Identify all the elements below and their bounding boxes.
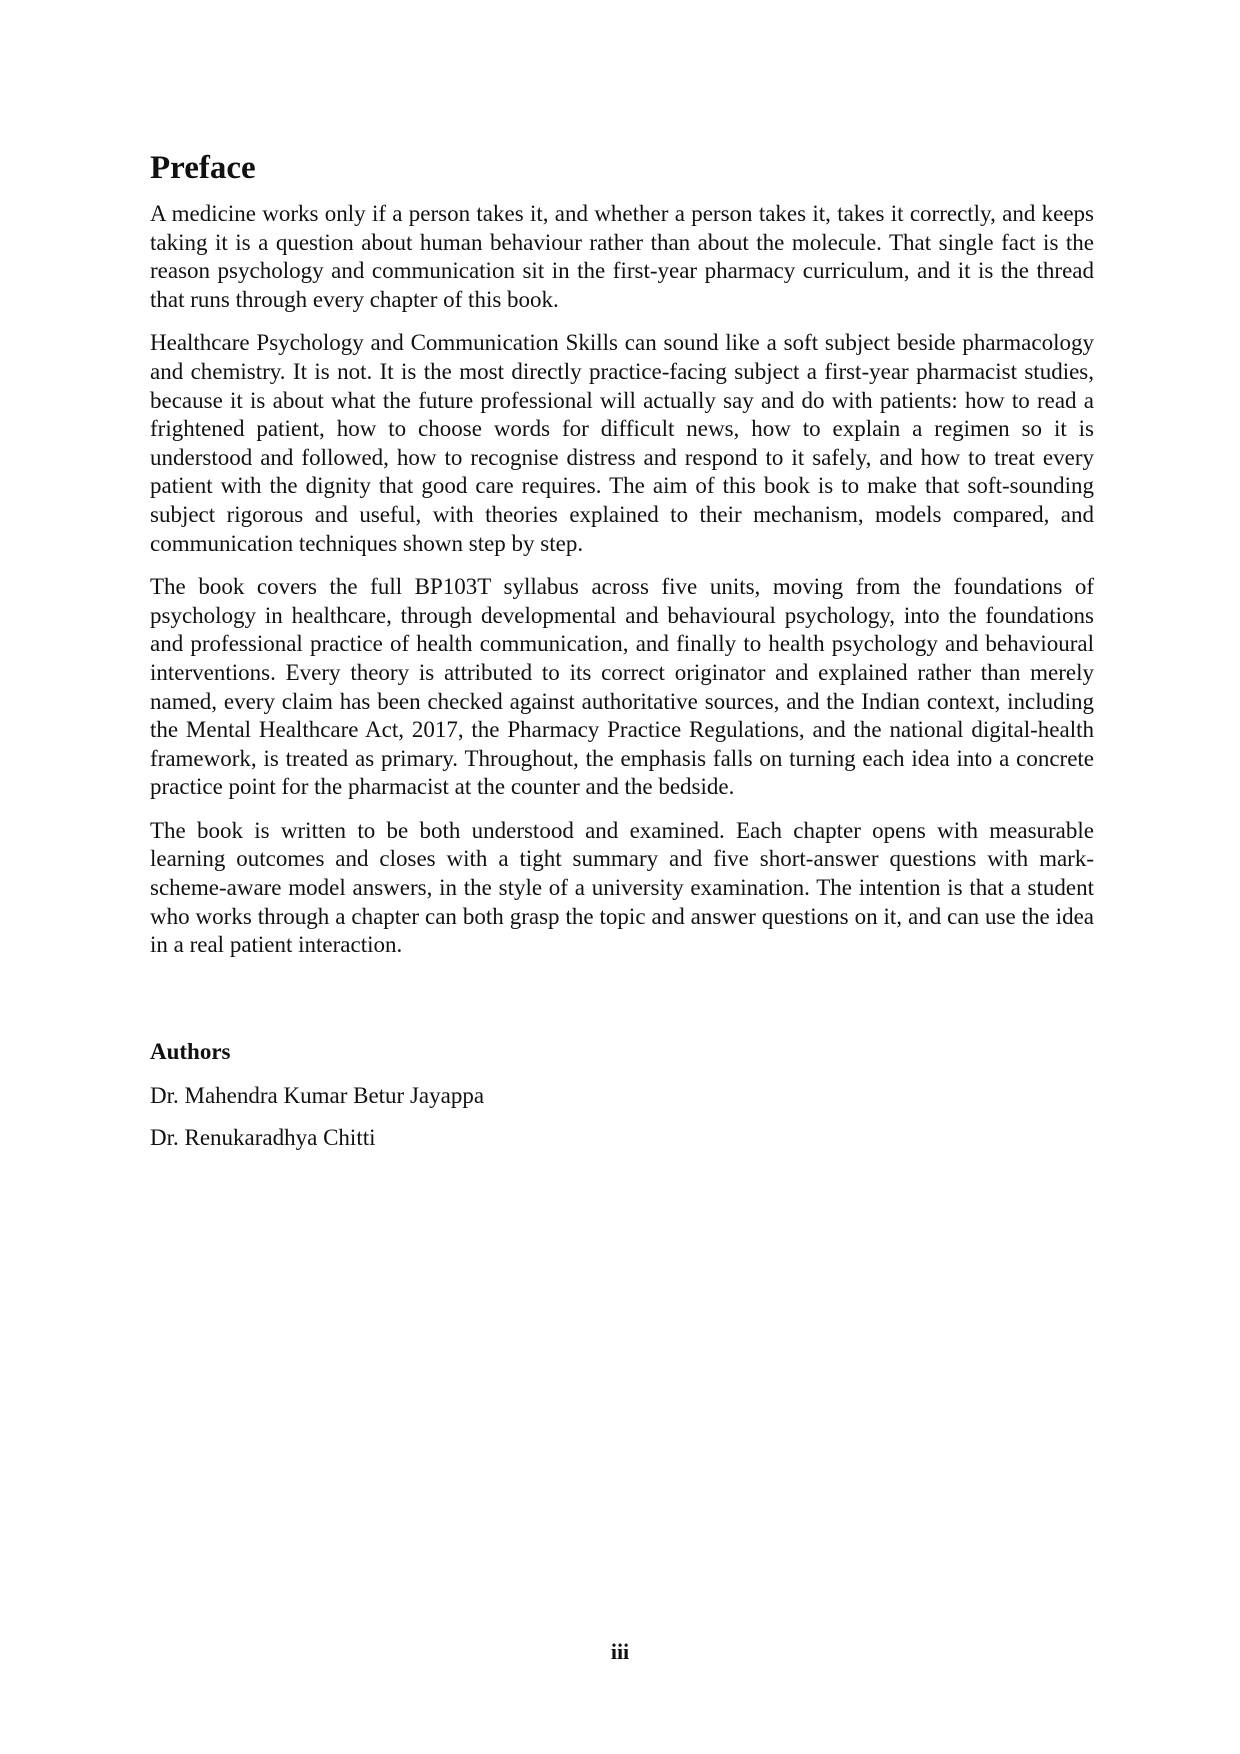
authors-heading: Authors — [150, 1038, 231, 1064]
page-title: Preface — [150, 150, 256, 186]
paragraph-4: The book is written to be both understood and examined. Each chapter opens with measurable learning outcomes and closes with a tight summary and five short-answer questions with mark-scheme-aware model answers, in the style of a university examination. The intention is that a student who works through a chapter can both grasp the topic and answer questions on it, and can use the idea in a real patient interaction. — [150, 817, 1094, 958]
author-1: Dr. Mahendra Kumar Betur Jayappa — [150, 1082, 485, 1108]
author-2: Dr. Renukaradhya Chitti — [150, 1124, 376, 1150]
paragraph-2: Healthcare Psychology and Communication Skills can sound like a soft subject beside pharmacology and chemistry. It is not. It is the most directly practice-facing subject a first-year pharmacist studies, because it is about what the future professional will actually say and do with patients: how to read a frightened patient, how to choose words for difficult news, how to explain a regimen so it is understood and followed, how to recognise distress and respond to it safely, and how to treat every patient with the dignity that good care requires. The aim of this book is to make that soft-sounding subject rigorous and useful, with theories explained to their mechanism, models compared, and communication techniques shown step by step. — [150, 330, 1094, 556]
paragraph-3: The book covers the full BP103T syllabus across five units, moving from the foundations of psychology in healthcare, through developmental and behavioural psychology, into the foundations and professional practice of health communication, and finally to health psychology and behavioural interventions. Every theory is attributed to its correct originator and explained rather than merely named, every claim has been checked against authoritative sources, and the Indian context, including the Mental Healthcare Act, 2017, the Pharmacy Practice Regulations, and the national digital-health framework, is treated as primary. Throughout, the emphasis falls on turning each idea into a concrete practice point for the pharmacist at the counter and the bedside. — [150, 574, 1094, 800]
page-content — [150, 148, 1094, 1165]
page-number: iii — [610, 1639, 630, 1664]
paragraph-1: A medicine works only if a person takes it, and whether a person takes it, takes it correctly, and keeps taking it is a question about human behaviour rather than about the molecule. That single fact is the reason psychology and communication sit in the first-year pharmacy curriculum, and it is the thread that runs through every chapter of this book. — [150, 201, 1094, 312]
